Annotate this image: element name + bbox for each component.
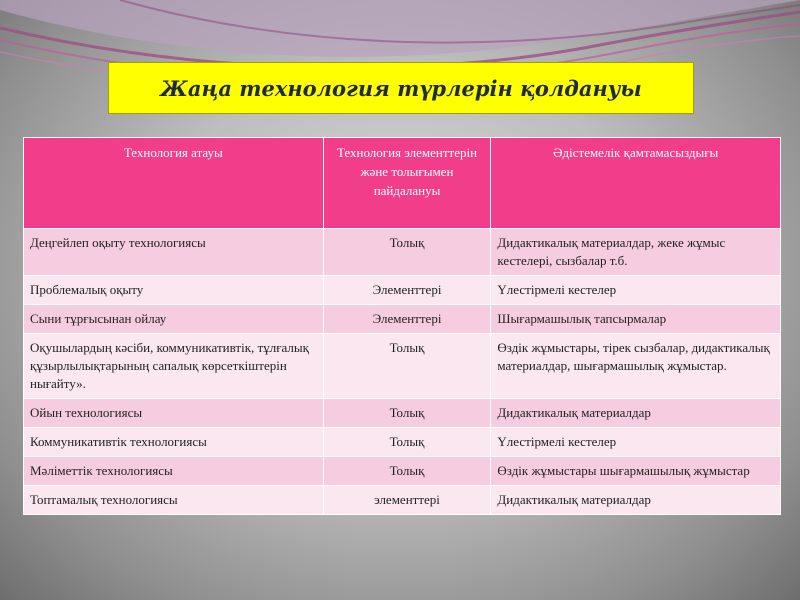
cell-methodology: Дидактикалық материалдар, жеке жұмыс кестелері, сызбалар т.б.: [491, 229, 781, 276]
table-row: [24, 428, 781, 457]
cell-usage: Толық: [323, 334, 491, 399]
cell-usage: Элементтері: [323, 305, 491, 334]
cell-usage: Толық: [323, 399, 491, 428]
table-row: [24, 276, 781, 305]
header-technology-name: Технология атауы: [24, 138, 324, 229]
cell-name: Мәліметтік технологиясы: [24, 457, 324, 486]
page-title: Жаңа технология түрлерін қолдануы: [160, 75, 642, 101]
cell-usage: Элементтері: [323, 276, 491, 305]
table-header-row: [24, 138, 781, 229]
table-row: [24, 229, 781, 276]
technology-table: [23, 137, 781, 515]
table-row: [24, 399, 781, 428]
title-banner: [108, 62, 694, 114]
table-row: [24, 334, 781, 399]
header-usage: Технология элементтерін және толығымен пайдалануы: [323, 138, 491, 229]
cell-methodology: Дидактикалық материалдар: [491, 486, 781, 515]
table-row: [24, 305, 781, 334]
cell-usage: элементтері: [323, 486, 491, 515]
cell-methodology: Дидактикалық материалдар: [491, 399, 781, 428]
cell-name: Деңгейлеп оқыту технологиясы: [24, 229, 324, 276]
cell-methodology: Үлестірмелі кестелер: [491, 276, 781, 305]
cell-usage: Толық: [323, 457, 491, 486]
cell-name: Топтамалық технологиясы: [24, 486, 324, 515]
table-row: [24, 457, 781, 486]
cell-name: Ойын технологиясы: [24, 399, 324, 428]
cell-name: Оқушылардың кәсіби, коммуникативтік, тұлғалық құзырлылықтарының сапалық көрсеткіштерін нығайту».: [24, 334, 324, 399]
header-methodology: Әдістемелік қамтамасыздығы: [491, 138, 781, 229]
cell-methodology: Өздік жұмыстары, тірек сызбалар, дидактикалық материалдар, шығармашылық жұмыстар.: [491, 334, 781, 399]
cell-name: Коммуникативтік технологиясы: [24, 428, 324, 457]
cell-methodology: Өздік жұмыстары шығармашылық жұмыстар: [491, 457, 781, 486]
cell-name: Сыни тұрғысынан ойлау: [24, 305, 324, 334]
cell-usage: Толық: [323, 428, 491, 457]
cell-usage: Толық: [323, 229, 491, 276]
cell-methodology: Үлестірмелі кестелер: [491, 428, 781, 457]
cell-name: Проблемалық оқыту: [24, 276, 324, 305]
cell-methodology: Шығармашылық тапсырмалар: [491, 305, 781, 334]
table-row: [24, 486, 781, 515]
